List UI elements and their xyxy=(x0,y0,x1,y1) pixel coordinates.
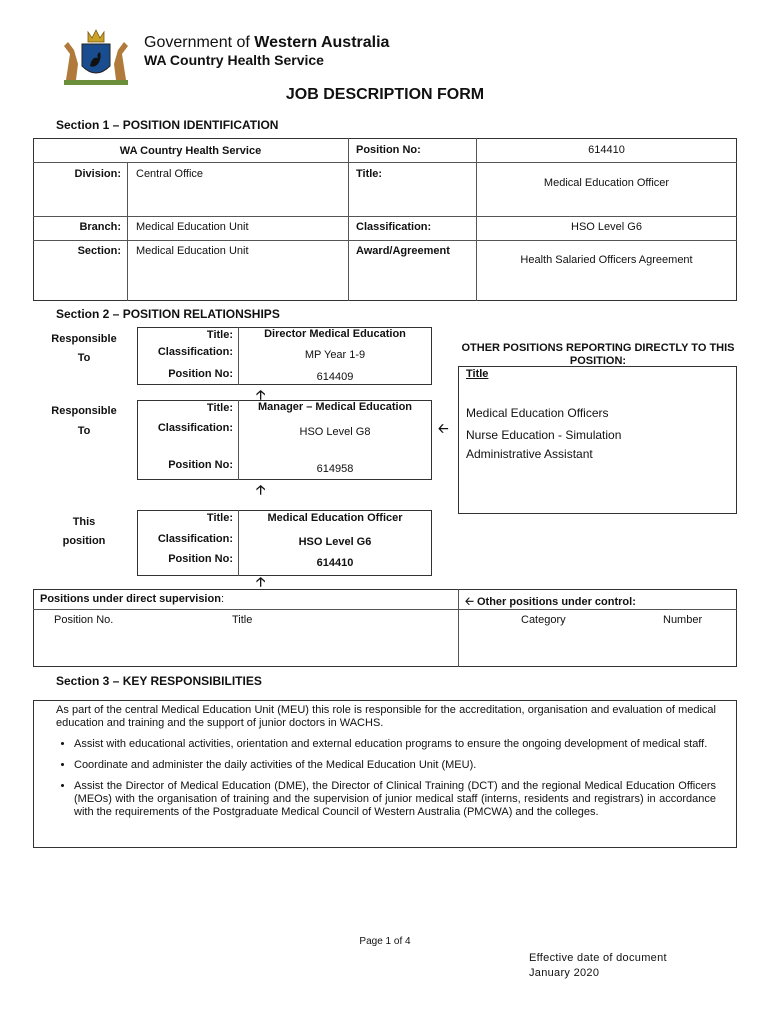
other-control-label xyxy=(465,593,636,612)
box3-classification-label: Classification: xyxy=(157,533,233,545)
award-value: Health Salaried Officers Agreement xyxy=(520,254,693,266)
box2-classification-label: Classification: xyxy=(157,422,233,434)
org-name-prefix: Government of xyxy=(144,34,255,51)
org-name-bold: Western Australia xyxy=(254,34,390,51)
title-label: Title: xyxy=(356,168,383,180)
effective-date-label: Effective date of document xyxy=(529,952,667,964)
box3-classification: HSO Level G6 xyxy=(298,536,372,548)
arrow-left-icon: 🡠 xyxy=(438,421,449,436)
title-value: Medical Education Officer xyxy=(543,177,670,189)
box2-position-no: 614958 xyxy=(316,463,354,475)
table-divider xyxy=(348,162,737,163)
other-position-item: Medical Education Officers xyxy=(466,406,609,420)
arrow-up-icon: 🡡 xyxy=(256,387,266,402)
responsible-label: Responsible xyxy=(51,405,117,417)
classification-label: Classification: xyxy=(356,221,432,233)
box1-classification: MP Year 1-9 xyxy=(304,349,366,361)
box1-position-no-label: Position No: xyxy=(168,368,233,380)
box2-title-label: Title: xyxy=(206,402,233,414)
section3-heading: Section 3 – KEY RESPONSIBILITIES xyxy=(56,674,262,688)
box2-title: Manager – Medical Education xyxy=(257,401,413,413)
direct-supervision-label xyxy=(40,593,224,605)
key-responsibilities-box xyxy=(33,700,737,848)
other-position-item: Administrative Assistant xyxy=(466,447,593,461)
box1-classification-label: Classification: xyxy=(157,346,233,358)
division-value: Central Office xyxy=(136,168,204,180)
direct-supervision-colon: : xyxy=(220,593,224,605)
table-divider xyxy=(127,162,128,240)
box1-title: Director Medical Education xyxy=(264,328,406,340)
org-name-line1 xyxy=(144,34,389,52)
box1-position-no: 614409 xyxy=(316,371,354,383)
other-positions-title-col: Title xyxy=(466,368,489,380)
this-label: This xyxy=(72,516,96,528)
position-no-value: 614410 xyxy=(588,144,625,156)
responsibility-item: • Coordinate and administer the daily activities of the Medical Education Unit (MEU). xyxy=(74,759,716,772)
position-no-label: Position No: xyxy=(356,144,421,156)
table-divider xyxy=(458,589,459,667)
classification-value: HSO Level G6 xyxy=(571,221,642,233)
col-category: Category xyxy=(521,614,566,626)
service-name: WA Country Health Service xyxy=(119,145,262,157)
section-value: Medical Education Unit xyxy=(136,245,249,257)
section1-heading: Section 1 – POSITION IDENTIFICATION xyxy=(56,118,279,132)
box3-position-no-label: Position No: xyxy=(168,553,233,565)
box1-title-label: Title: xyxy=(206,329,233,341)
responsibilities-intro: As part of the central Medical Education Unit (MEU) this role is responsible for the accreditation, organisation and evaluation of medical education and training and the support of junior doctors in WACHS. xyxy=(56,704,716,729)
responsibility-item: • Assist with educational activities, orientation and external education programs to ensure the ongoing development of medical staff. xyxy=(74,738,716,751)
box3-position-no: 614410 xyxy=(316,557,354,569)
form-title: JOB DESCRIPTION FORM xyxy=(285,86,485,103)
to-label: To xyxy=(77,352,91,364)
award-label: Award/Agreement xyxy=(356,245,450,257)
arrow-up-icon: 🡡 xyxy=(256,574,266,589)
division-label: Division: xyxy=(74,168,121,180)
to-label: To xyxy=(77,425,91,437)
direct-supervision-text: Positions under direct supervision xyxy=(40,593,221,605)
col-number: Number xyxy=(663,614,703,626)
col-title: Title xyxy=(232,614,253,626)
effective-date-value: January 2020 xyxy=(529,967,600,979)
other-positions-heading: OTHER POSITIONS REPORTING DIRECTLY TO THIS POSITION: xyxy=(461,342,735,367)
responsibilities-list xyxy=(56,738,716,819)
responsible-label: Responsible xyxy=(51,333,117,345)
wa-coat-of-arms xyxy=(56,24,136,88)
branch-value: Medical Education Unit xyxy=(136,221,249,233)
box3-title: Medical Education Officer xyxy=(267,512,403,524)
table-divider xyxy=(127,240,128,301)
box2-position-no-label: Position No: xyxy=(168,459,233,471)
section2-heading: Section 2 – POSITION RELATIONSHIPS xyxy=(56,307,280,321)
table-divider xyxy=(33,240,737,241)
arrow-up-icon: 🡡 xyxy=(256,482,266,497)
position-label: position xyxy=(62,535,106,547)
arrow-left-icon: 🡠 xyxy=(465,596,474,608)
org-name-line2: WA Country Health Service xyxy=(144,52,324,68)
table-divider xyxy=(33,216,737,217)
col-position-no: Position No. xyxy=(54,614,114,626)
branch-label: Branch: xyxy=(79,221,121,233)
other-position-item: Nurse Education - Simulation xyxy=(466,428,622,442)
coat-of-arms-icon xyxy=(56,24,136,88)
section-label: Section: xyxy=(77,245,121,257)
other-control-text: Other positions under control: xyxy=(476,596,636,608)
page-number: Page 1 of 4 xyxy=(359,936,411,947)
table-divider xyxy=(33,162,348,163)
responsibility-item: • Assist the Director of Medical Education (DME), the Director of Clinical Training (DCT) and the regional Medical Education Officers (MEOs) with the organisation of training and the supervision of junior medical staff (interns, residents and registrars) in accordance with the requirements of the Postgraduate Medical Council of Western Australia (PMCWA) and the colleges. xyxy=(74,780,716,819)
box2-classification: HSO Level G8 xyxy=(299,426,371,438)
box3-title-label: Title: xyxy=(206,512,233,524)
